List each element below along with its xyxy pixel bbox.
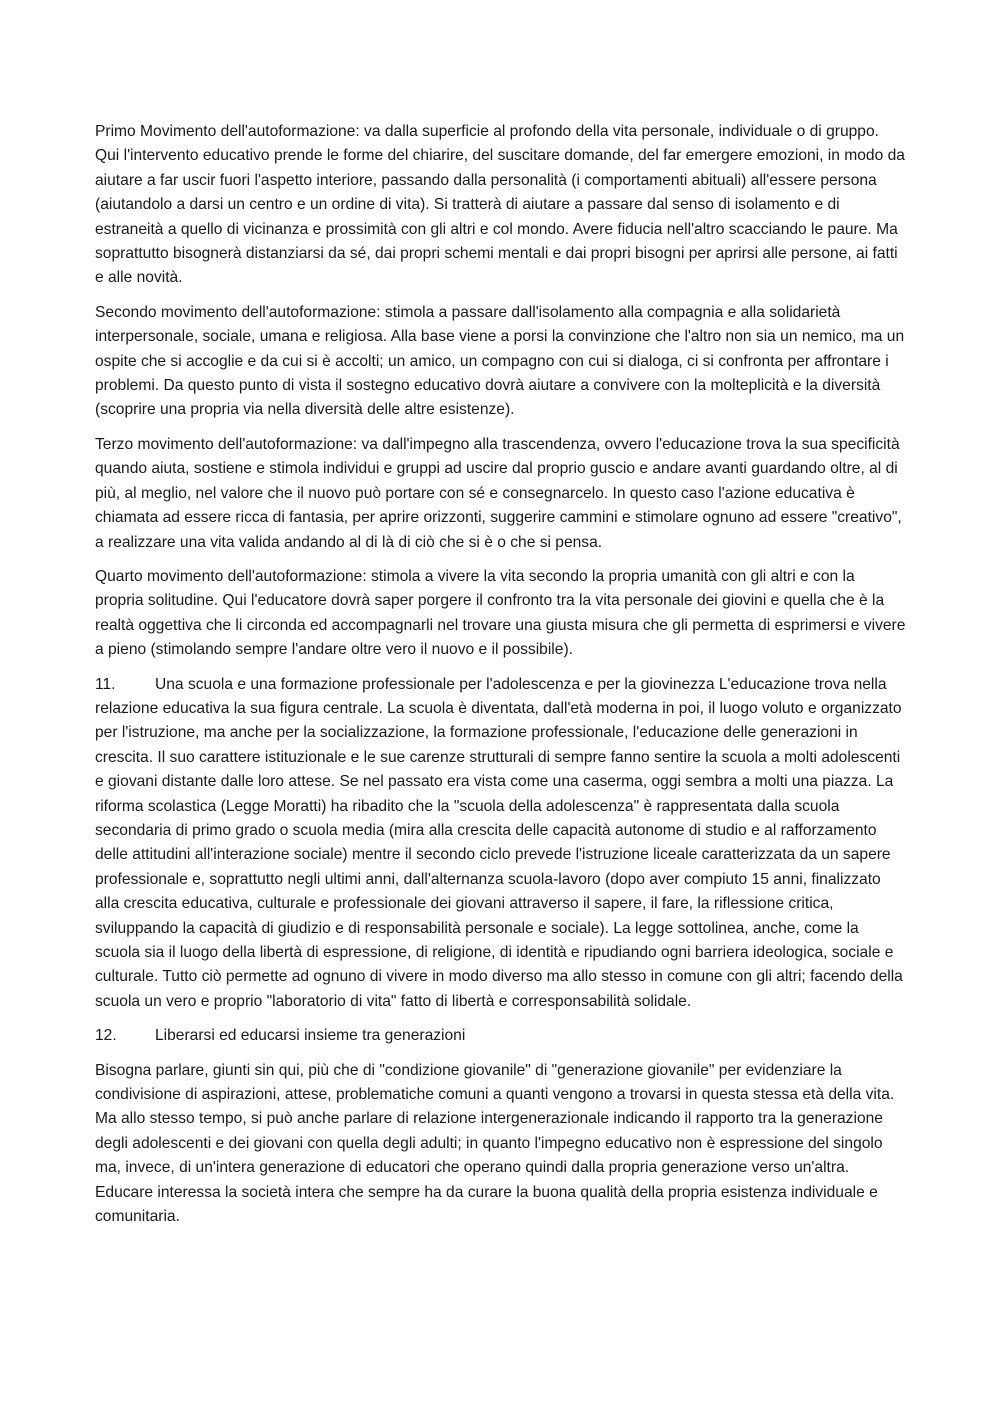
section-12-number: 12. [95, 1027, 117, 1045]
section-11 [95, 673, 907, 1015]
section-12-text: Bisogna parlare, giunti sin qui, più che di "condizione giovanile" di "generazione giovanile" per evidenziare la condivisione di aspirazioni, attese, problematiche comuni a quanti vengono a trovarsi in questa stessa età della vita. Ma allo stesso tempo, si può anche parlare di relazione intergenerazionale indicando il rapporto tra la generazione degli adolescenti e dei giovani con quella degli adulti; in quanto l'impegno educativo non è espressione del singolo ma, invece, di un'intera generazione di educatori che operano quindi dalla propria generazione verso un'altra. Educare interessa la società intera che sempre ha da curare la buona qualità della propria esistenza individuale e comunitaria. [95, 1061, 895, 1226]
paragraph-quarto-movimento: Quarto movimento dell'autoformazione: stimola a vivere la vita secondo la propria umanità con gli altri e con la propria solitudine. Qui l'educatore dovrà saper porgere il confronto tra la vita personale dei giovini e quella che è la realtà oggettiva che li circonda ed accompagnarli nel trovare una giusta misura che gli permetta di esprimersi e vivere a pieno (stimolando sempre l'andare oltre vero il nuovo e il possibile). [95, 567, 906, 659]
paragraph-terzo-movimento: Terzo movimento dell'autoformazione: va dall'impegno alla trascendenza, ovvero l'educazione trova la sua specificità quando aiuta, sostiene e stimola individui e gruppi ad uscire dal proprio guscio e andare avanti guardando oltre, al di più, al meglio, nel valore che il nuovo può portare con sé e consegnarcelo. In questo caso l'azione educativa è chiamata ad essere ricca di fantasia, per aprire orizzonti, suggerire cammini e stimolare ognuno ad essere "creativo", a realizzare una vita valida andando al di là di ciò che si è o che si pensa. [95, 435, 902, 551]
section-11-number: 11. [95, 675, 116, 693]
section-12-title: Liberarsi ed educarsi insieme tra generazioni [155, 1027, 466, 1045]
section-11-text: Una scuola e una formazione professionale per l'adolescenza e per la giovinezza L'educazione trova nella relazione educativa la sua figura centrale. La scuola è diventata, dall'età moderna in poi, il luogo voluto e organizzato per l'istruzione, ma anche per la socializzazione, la formazione professionale, l'educazione delle generazioni in crescita. Il suo carattere istituzionale e le sue carenze strutturali di sempre fanno sentire la scuola a molti adolescenti e giovani distante dalle loro attese. Se nel passato era vista come una caserma, oggi sembra a molti una piazza. La riforma scolastica (Legge Moratti) ha ribadito che la "scuola della adolescenza" è rappresentata dalla scuola secondaria di primo grado o scuola media (mira alla crescita delle capacità autonome di studio e al rafforzamento delle attitudini all'interazione sociale) mentre il secondo ciclo prevede l'istruzione liceale caratterizzata da un sapere professionale e, soprattutto negli ultimi anni, dall'alternanza scuola-lavoro (dopo aver compiuto 15 anni, finalizzato alla crescita educativa, culturale e professionale dei giovani attraverso il sapere, il fare, la riflessione critica, sviluppando la capacità di giudizio e di responsabilità personale e sociale). La legge sottolinea, anche, come la scuola sia il luogo della libertà di espressione, di religione, di identità e ripudiando ogni barriera ideologica, sociale e culturale. Tutto ciò permette ad ognuno di vivere in modo diverso ma allo stesso in comune con gli altri; facendo della scuola un vero e proprio "laboratorio di vita" fatto di libertà e corresponsabilità solidale. [95, 675, 903, 1010]
document-page [95, 120, 907, 1239]
section-12-heading [95, 1024, 907, 1048]
paragraph-primo-movimento: Primo Movimento dell'autoformazione: va dalla superficie al profondo della vita personale, individuale o di gruppo. Qui l'intervento educativo prende le forme del chiarire, del suscitare domande, del far emergere emozioni, in modo da aiutare a far uscir fuori l'aspetto interiore, passando dalla personalità (i comportamenti abituali) all'essere persona (aiutandolo a darsi un centro e un ordine di vita). Si tratterà di aiutare a passare dal senso di isolamento e di estraneità a quello di vicinanza e prossimità con gli altri e col mondo. Avere fiducia nell'altro scacciando le paure. Ma soprattutto bisognerà distanziarsi da sé, dai propri schemi mentali e dai propri bisogni per aprirsi alle persone, ai fatti e alle novità. [95, 123, 905, 287]
paragraph-secondo-movimento: Secondo movimento dell'autoformazione: stimola a passare dall'isolamento alla compagnia e alla solidarietà interpersonale, sociale, umana e religiosa. Alla base viene a porsi la convinzione che l'altro non sia un nemico, ma un ospite che si accoglie e da cui si è accolti; un amico, un compagno con cui si dialoga, ci si confronta per affrontare i problemi. Da questo punto di vista il sostegno educativo dovrà aiutare a convivere con la molteplicità e la diversità (scoprire una propria via nella diversità delle altre esistenze). [95, 303, 905, 419]
